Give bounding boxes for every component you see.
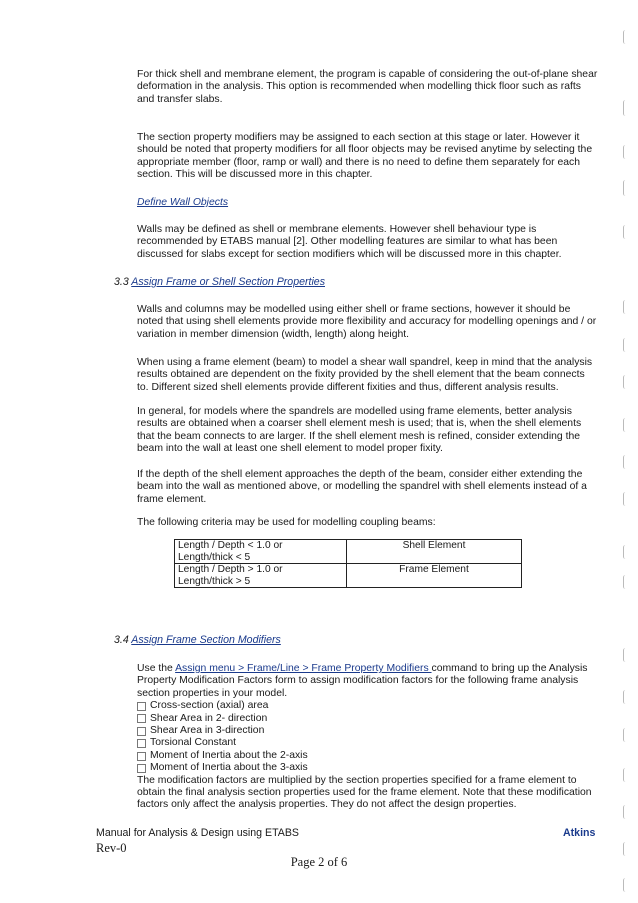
scan-mark	[623, 455, 628, 469]
list-item-label: Shear Area in 2- direction	[150, 712, 268, 724]
footer-revision: Rev-0	[96, 841, 127, 855]
element-cell: Frame Element	[347, 564, 522, 588]
paragraph-modification-factors: The modification factors are multiplied by the section properties specified for a frame element to obtain the final analysis section properties used for the frame element. Note that these modification factors only affect the analysis properties. They do not affect the design properties.	[137, 774, 592, 811]
paragraph-walls-columns: Walls and columns may be modelled using either shell or frame sections, however it should be noted that using shell elements provide more flexibility and accuracy for modelling openings and / or variation in member dimension (width, length) along height.	[137, 304, 597, 340]
criteria-line: Length/thick > 5	[178, 575, 251, 587]
scan-mark	[623, 100, 628, 116]
scan-mark	[623, 878, 628, 892]
list-item-label: Torsional Constant	[150, 737, 237, 749]
section-number: 3.3	[114, 276, 132, 288]
scan-mark	[623, 180, 628, 196]
scan-mark	[623, 30, 628, 44]
criteria-line: Length / Depth < 1.0 or	[178, 540, 283, 551]
scan-mark	[623, 418, 628, 432]
scan-mark	[623, 225, 628, 239]
paragraph-shell-depth: If the depth of the shell element approaches the depth of the beam, consider either extending the beam into the wall as mentioned above, or modelling the spandrel with shell elements instead of a frame element.	[137, 469, 587, 505]
define-wall-heading	[137, 197, 599, 209]
paragraph-property-modifiers: The section property modifiers may be assigned to each section at this stage or later. However it should be noted that property modifiers for all floor objects may be revised anytime by selecting the appropriate member (floor, ramp or wall) and there is no need to define them separately for each section. This will be discussed more in this chapter.	[137, 132, 593, 181]
scan-mark	[623, 648, 628, 662]
section-3-4-heading	[114, 634, 281, 646]
list-item	[137, 700, 599, 712]
criteria-line: Length / Depth > 1.0 or	[178, 564, 283, 576]
paragraph-walls: Walls may be defined as shell or membrane elements. However shell behaviour type is recommended by ETABS manual [2]. Other modelling features are similar to what has been discussed for slabs except for section modifiers which will be discussed more in this chapter.	[137, 224, 562, 260]
scan-mark	[623, 492, 628, 506]
footer-manual-title: Manual for Analysis & Design using ETABS	[96, 827, 299, 839]
checkbox-icon	[137, 702, 146, 711]
scan-mark	[623, 545, 628, 559]
list-item-label: Moment of Inertia about the 3-axis	[150, 762, 308, 774]
paragraph-criteria-intro: The following criteria may be used for modelling coupling beams:	[137, 517, 436, 528]
list-item	[137, 737, 599, 749]
scan-mark	[623, 728, 628, 742]
checkbox-icon	[137, 714, 146, 723]
section-number: 3.4	[114, 634, 132, 646]
paragraph-coarse-mesh: In general, for models where the spandrels are modelled using frame elements, better analysis results are obtained when a coarser shell element mesh is used; that is, when the shell elements that the beam connects to are larger. If the shell element mesh is refined, consider extending the beam into the wall at least one shell element to model proper fixity.	[137, 406, 582, 455]
scan-mark	[623, 575, 628, 589]
scan-mark	[623, 375, 628, 389]
paragraph-frame-spandrel: When using a frame element (beam) to model a shear wall spandrel, keep in mind that the analysis results obtained are dependent on the fixity provided by the shell element that the beam connects to. Different sized shell elements provide different fixities and thus, different analysis results.	[137, 357, 593, 393]
modifiers-block	[137, 663, 599, 812]
modifier-list	[137, 700, 599, 774]
define-wall-objects-link[interactable]: Define Wall Objects	[137, 197, 229, 208]
footer-company: Atkins	[563, 827, 596, 839]
table-row	[175, 564, 522, 588]
section-3-3-link[interactable]: Assign Frame or Shell Section Properties	[131, 276, 325, 288]
checkbox-icon	[137, 727, 146, 736]
table-row	[175, 540, 522, 564]
page-number: Page 2 of 6	[290, 855, 348, 869]
list-item	[137, 725, 599, 737]
scan-mark	[623, 300, 628, 314]
assign-menu-link[interactable]: Assign menu > Frame/Line > Frame Property Modifiers	[175, 663, 432, 674]
criteria-cell	[175, 564, 347, 588]
checkbox-icon	[137, 752, 146, 761]
scan-mark	[623, 145, 628, 159]
section-3-3-heading	[114, 276, 325, 288]
criteria-line: Length/thick < 5	[178, 551, 251, 563]
checkbox-icon	[137, 739, 146, 748]
scan-mark	[623, 768, 628, 782]
checkbox-icon	[137, 764, 146, 773]
section-3-4-link[interactable]: Assign Frame Section Modifiers	[131, 634, 281, 646]
list-item	[137, 750, 599, 762]
list-item	[137, 713, 599, 725]
element-cell: Shell Element	[347, 540, 522, 564]
paragraph-assign-menu	[137, 663, 599, 700]
scan-mark	[623, 338, 628, 352]
scan-mark	[623, 690, 628, 704]
text-run: Use the	[137, 663, 176, 674]
criteria-cell	[175, 540, 347, 564]
text-run: command to bring up the Analysis Property Modification Factors form to assign modification factors for the following frame analysis section properties in your model.	[137, 663, 588, 699]
list-item-label: Moment of Inertia about the 2-axis	[150, 749, 308, 761]
scan-mark	[623, 805, 628, 819]
coupling-beam-criteria-table	[174, 539, 522, 588]
paragraph-shell-shear: For thick shell and membrane element, the program is capable of considering the out-of-plane shear deformation in the analysis. This option is recommended when modelling thick floor such as rafts and transfer slabs.	[137, 69, 598, 105]
scan-mark	[623, 842, 628, 856]
list-item	[137, 762, 599, 774]
list-item-label: Cross-section (axial) area	[150, 700, 269, 712]
list-item-label: Shear Area in 3-direction	[150, 725, 265, 737]
